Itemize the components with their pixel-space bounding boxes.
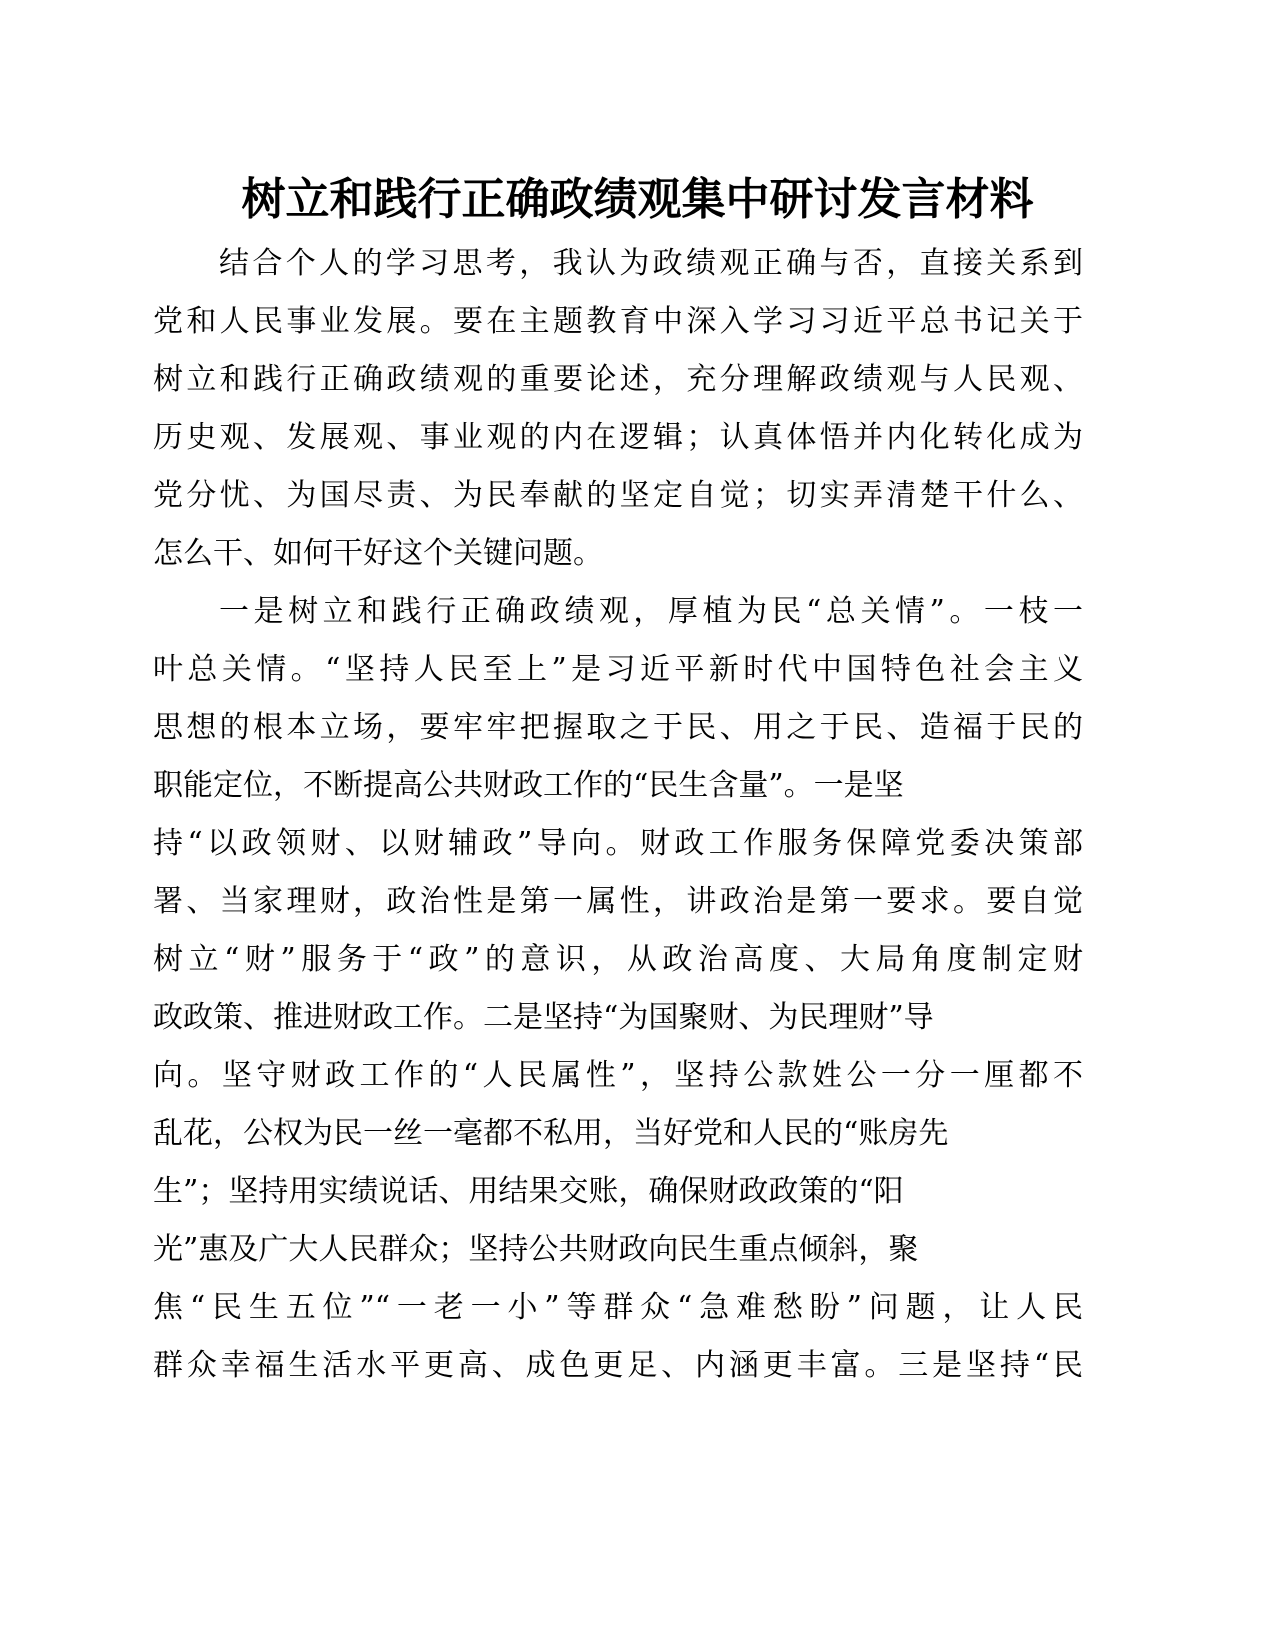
body-line: 怎么干、如何干好这个关键问题。 [153,536,603,571]
body-line: 光”惠及广大人民群众；坚持公共财政向民生重点倾斜，聚 [153,1232,919,1267]
body-line: 树立和践行正确政绩观的重要论述，充分理解政绩观与人民观、 [153,362,1083,397]
document-body [153,235,1083,1395]
body-line: 署、当家理财，政治性是第一属性，讲政治是第一要求。要自觉 [153,884,1083,919]
body-line: 乱花，公权为民一丝一毫都不私用，当好党和人民的“账房先 [153,1116,949,1151]
body-line: 职能定位，不断提高公共财政工作的“民生含量”。一是坚 [153,768,904,803]
document-title: 树立和践行正确政绩观集中研讨发言材料 [241,174,1034,225]
body-line: 党和人民事业发展。要在主题教育中深入学习习近平总书记关于 [153,304,1083,339]
body-line: 树立“财”服务于“政”的意识，从政治高度、大局角度制定财 [153,942,1083,977]
body-line: 持“以政领财、以财辅政”导向。财政工作服务保障党委决策部 [153,826,1083,861]
body-line: 向。坚守财政工作的“人民属性”，坚持公款姓公一分一厘都不 [153,1058,1083,1093]
body-line: 叶总关情。“坚持人民至上”是习近平新时代中国特色社会主义 [153,652,1083,687]
body-line: 生”；坚持用实绩说话、用结果交账，确保财政政策的“阳 [153,1174,904,1209]
body-line: 一是树立和践行正确政绩观，厚植为民“总关情”。一枝一 [219,594,1083,629]
body-line: 历史观、发展观、事业观的内在逻辑；认真体悟并内化转化成为 [153,420,1083,455]
body-line: 党分忧、为国尽责、为民奉献的坚定自觉；切实弄清楚干什么、 [153,478,1083,513]
body-line: 思想的根本立场，要牢牢把握取之于民、用之于民、造福于民的 [153,710,1083,745]
body-line: 政政策、推进财政工作。二是坚持“为国聚财、为民理财”导 [153,1000,934,1035]
body-line: 结合个人的学习思考，我认为政绩观正确与否，直接关系到 [219,246,1083,281]
body-line: 焦“民生五位”“一老一小”等群众“急难愁盼”问题，让人民 [153,1290,1083,1325]
body-line: 群众幸福生活水平更高、成色更足、内涵更丰富。三是坚持“民 [153,1348,1083,1383]
